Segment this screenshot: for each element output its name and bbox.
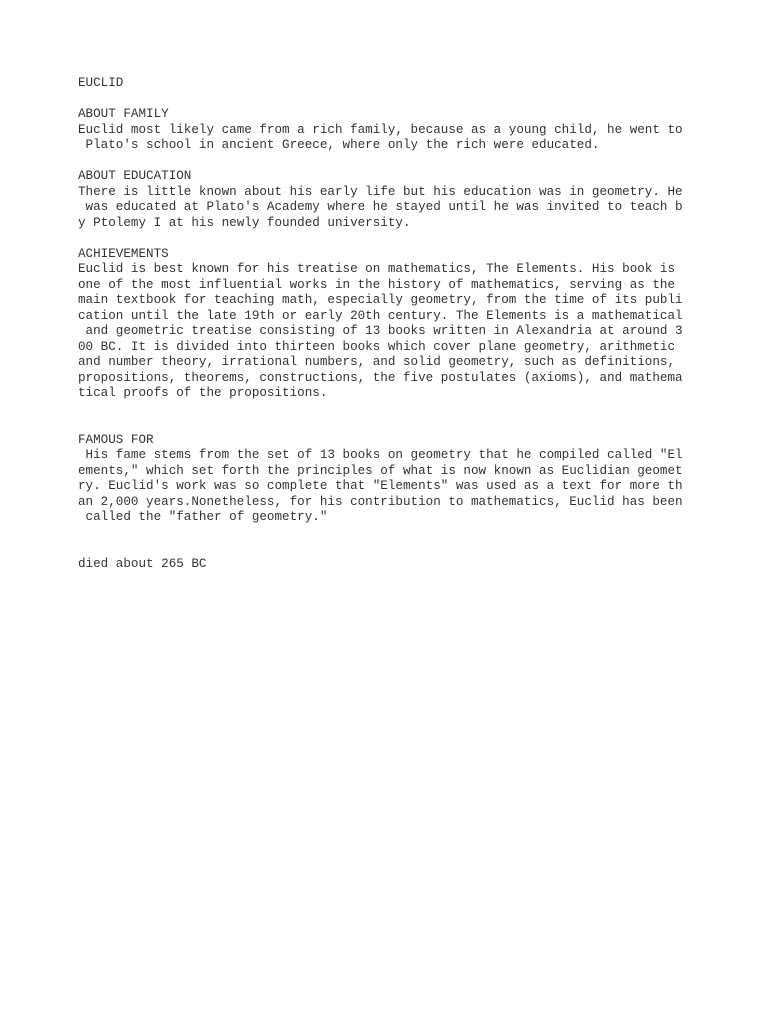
spacer	[78, 92, 698, 108]
text-line: an 2,000 years.Nonetheless, for his contribution to mathematics, Euclid has been	[78, 494, 683, 509]
spacer	[78, 231, 698, 247]
text-line: ry. Euclid's work was so complete that "Elements" was used as a text for more th	[78, 479, 683, 493]
text-line: His fame stems from the set of 13 books on geometry that he compiled called "El	[78, 448, 683, 462]
section-heading: ABOUT FAMILY	[78, 107, 169, 121]
text-line: There is little known about his early life but his education was in geometry. He	[78, 184, 683, 199]
spacer	[78, 526, 698, 557]
text-line: called the "father of geometry."	[78, 510, 328, 524]
text-line: 00 BC. It is divided into thirteen books which cover plane geometry, arithmetic	[78, 339, 676, 354]
section-famous-for	[78, 433, 698, 526]
text-line: Euclid most likely came from a rich family, because as a young child, he went to	[78, 122, 683, 137]
document-title: EUCLID	[78, 76, 124, 90]
document-footer: died about 265 BC	[78, 556, 207, 571]
section-about-family	[78, 107, 698, 154]
section-heading: ABOUT EDUCATION	[78, 169, 192, 183]
text-line: Euclid is best known for his treatise on mathematics, The Elements. His book is	[78, 262, 676, 276]
text-line: one of the most influential works in the history of mathematics, serving as the	[78, 277, 676, 292]
text-line: tical proofs of the propositions.	[78, 386, 328, 400]
section-about-education	[78, 169, 698, 231]
text-line: y Ptolemy I at his newly founded university.	[78, 215, 411, 230]
spacer	[78, 402, 698, 433]
text-line: propositions, theorems, constructions, the five postulates (axioms), and mathema	[78, 370, 683, 385]
text-line: Plato's school in ancient Greece, where only the rich were educated.	[78, 138, 600, 152]
document-page	[78, 76, 698, 572]
section-heading: ACHIEVEMENTS	[78, 246, 169, 261]
text-line: main textbook for teaching math, especially geometry, from the time of its publi	[78, 293, 683, 307]
text-line: and number theory, irrational numbers, and solid geometry, such as definitions,	[78, 355, 676, 369]
section-heading: FAMOUS FOR	[78, 432, 154, 447]
text-line: and geometric treatise consisting of 13 books written in Alexandria at around 3	[78, 324, 683, 338]
text-line: ements," which set forth the principles of what is now known as Euclidian geomet	[78, 463, 683, 478]
text-line: cation until the late 19th or early 20th century. The Elements is a mathematical	[78, 308, 683, 323]
text-line: was educated at Plato's Academy where he stayed until he was invited to teach b	[78, 200, 683, 214]
spacer	[78, 154, 698, 170]
section-achievements	[78, 247, 698, 402]
